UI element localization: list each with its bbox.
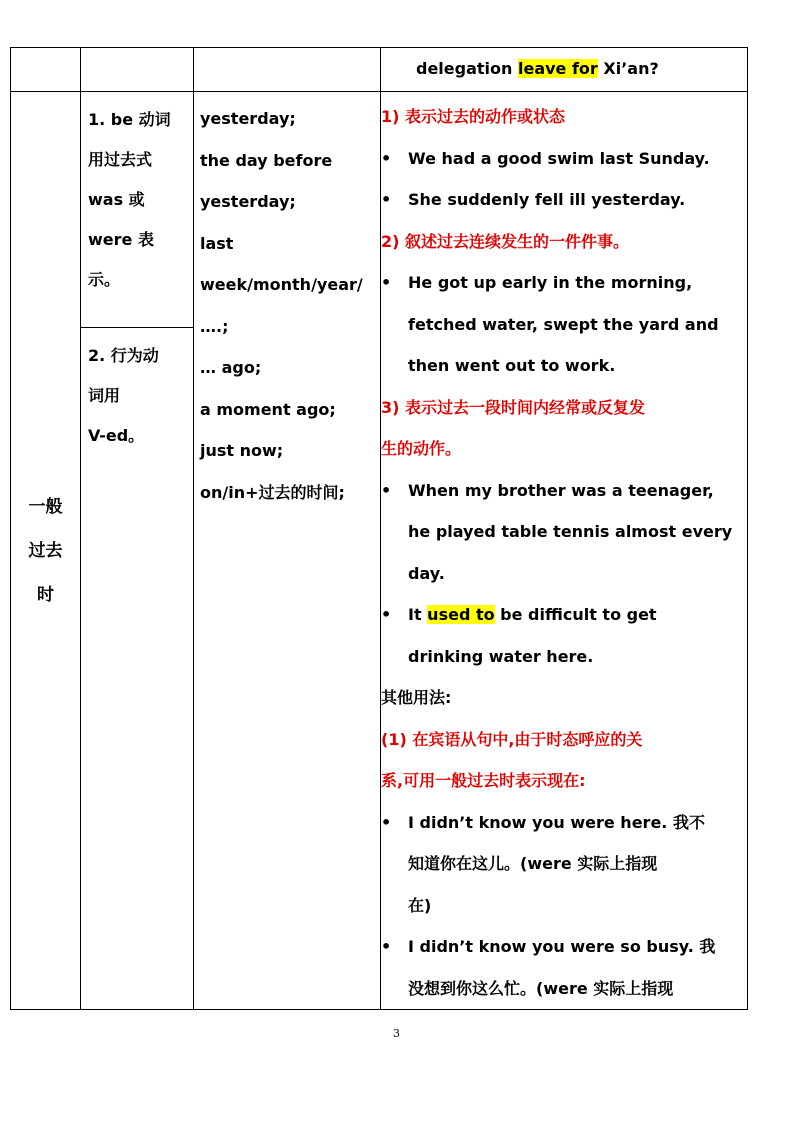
form-be-text: 1. be 动词 用过去式 was 或 were 表 示。 [88, 110, 171, 289]
empty-cell [81, 48, 194, 92]
table-row-simple-past [11, 92, 748, 328]
usage-examples-cell [381, 92, 748, 1010]
usage-heading: 1) 表示过去的动作或状态 [381, 107, 566, 126]
example-sentence-continued: 知道你在这儿。(were 实际上指现 [408, 854, 658, 873]
usage-heading-continued: 系,可用一般过去时表示现在: [381, 771, 586, 790]
empty-cell [194, 48, 381, 92]
empty-cell [11, 48, 81, 92]
example-sentence-continued: day. [408, 563, 445, 583]
time-words-list: yesterday; the day before yesterday; last week/month/year/ ….; … ago; a moment ago; just now; on/in+过去的时间; [200, 109, 363, 502]
tense-name-line: 时 [37, 584, 54, 605]
example-sentence: • When my brother was a teenager, [381, 480, 714, 500]
tense-name-cell [11, 92, 81, 1010]
form-verb-cell [81, 328, 194, 1010]
page-number: 3 [393, 1027, 400, 1040]
usage-heading: 2) 叙述过去连续发生的一件件事。 [381, 231, 630, 251]
usage-heading-continued: 生的动作。 [381, 439, 462, 458]
form-be-cell [81, 92, 194, 328]
example-sentence: • I didn’t know you were so busy. 我 [381, 937, 716, 956]
example-sentence-continued: then went out to work. [408, 356, 616, 375]
highlighted-phrase: leave for [517, 59, 598, 78]
example-sentence: • I didn’t know you were here. 我不 [381, 812, 705, 832]
tense-name-line: 一般 [28, 496, 63, 517]
example-sentence: • He got up early in the morning, [381, 273, 693, 292]
other-usage-label: 其他用法: [381, 688, 452, 707]
usage-heading: 3) 表示过去一段时间内经常或反复发 [381, 397, 646, 417]
tense-name-line: 过去 [28, 540, 63, 561]
example-sentence: • We had a good swim last Sunday. [381, 148, 710, 168]
highlighted-phrase: used to [427, 605, 495, 624]
continued-example-cell [381, 48, 748, 92]
example-sentence-continued: fetched water, swept the yard and [408, 314, 719, 334]
grammar-table [10, 47, 748, 1010]
example-sentence: • She suddenly fell ill yesterday. [381, 190, 686, 209]
table-row-continued [11, 48, 748, 92]
usage-examples [381, 92, 747, 1009]
example-sentence-continued: 在) [408, 895, 432, 915]
usage-heading: (1) 在宾语从句中,由于时态呼应的关 [381, 729, 643, 749]
example-sentence-continued: he played table tennis almost every [408, 522, 733, 541]
form-verb-text: 2. 行为动 词用 V-ed。 [88, 346, 159, 445]
continued-example: delegation leave for Xi’an? [416, 59, 659, 78]
example-sentence: • It used to be difficult to get [381, 605, 657, 624]
time-words-cell [194, 92, 381, 1010]
example-sentence-continued: drinking water here. [408, 646, 594, 666]
example-sentence-continued: 没想到你这么忙。(were 实际上指现 [408, 978, 674, 998]
